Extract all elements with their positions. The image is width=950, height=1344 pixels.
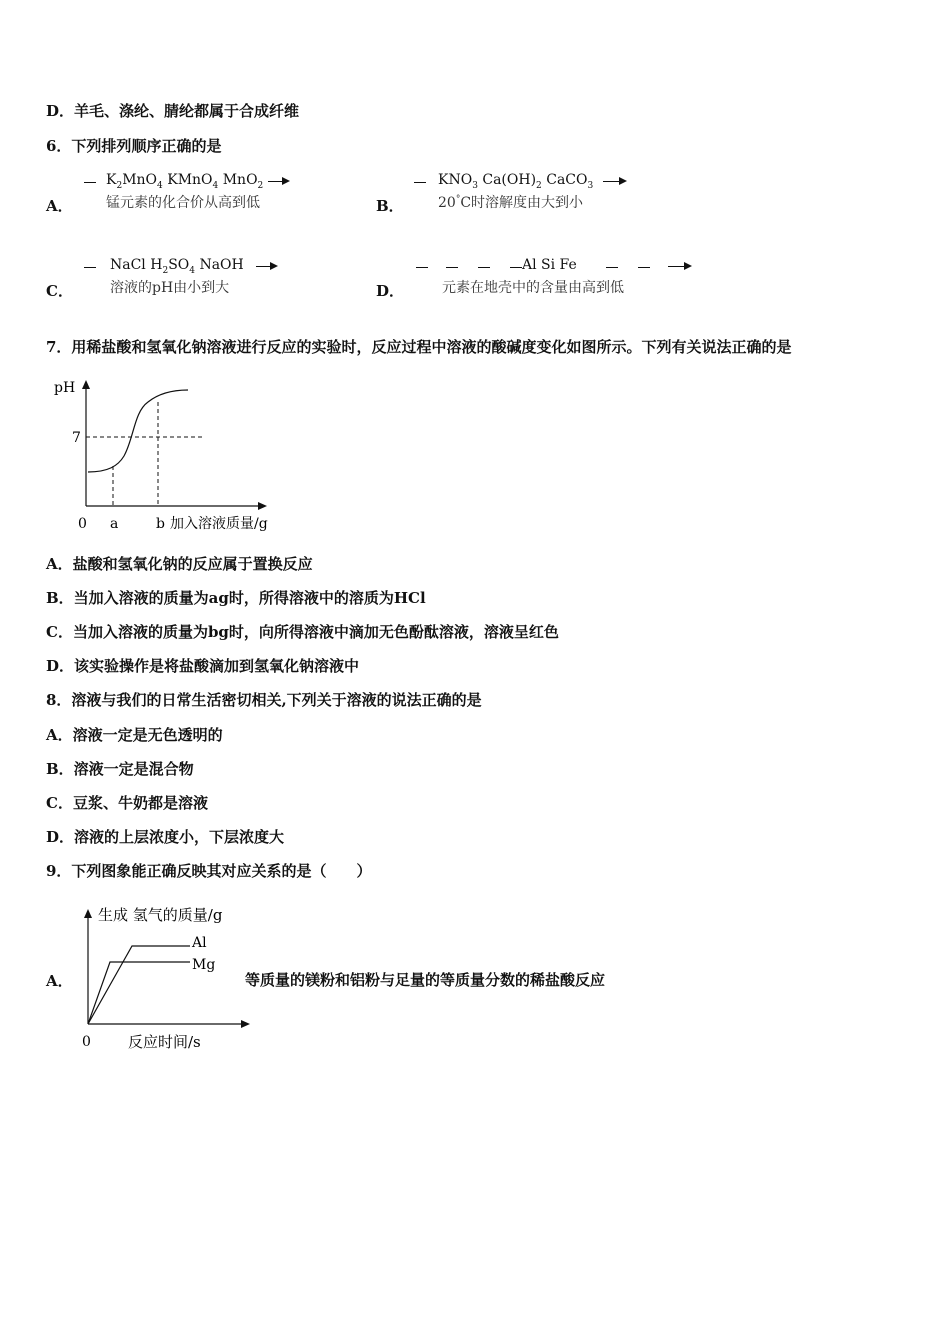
arrow-icon	[268, 181, 288, 182]
q6-option-d-label: D．	[376, 282, 405, 300]
arrow-icon	[603, 181, 625, 182]
y-axis-arrow-icon	[82, 380, 90, 389]
x-origin-label: 0	[82, 1034, 91, 1050]
q7-option-a: A．盐酸和氢氧化钠的反应属于置换反应	[46, 555, 313, 573]
q6-option-b-label: B．	[376, 197, 404, 215]
x-axis-label: 反应时间/s	[128, 1033, 201, 1051]
q9-option-a-label: A．	[46, 972, 73, 990]
q5-option-d: D．羊毛、涤纶、腈纶都属于合成纤维	[46, 102, 300, 120]
series-mg-line	[88, 962, 190, 1024]
x-axis-arrow-icon	[258, 502, 267, 510]
series-al-label: Al	[192, 935, 207, 951]
q6-option-a-formula: $K_2MnO_4$ KMnO$_4$ MnO$_2$	[106, 172, 264, 191]
q6-option-d-elements: Al Si Fe	[522, 257, 577, 273]
q7-option-b: B．当加入溶液的质量为ag时，所得溶液中的溶质为HCl	[46, 589, 426, 607]
q7-option-c: C．当加入溶液的质量为bg时，向所得溶液中滴加无色酚酞溶液，溶液呈红色	[46, 623, 559, 641]
q6-option-c-label: C．	[46, 282, 73, 300]
y-axis-label: 生成 氢气的质量/g	[98, 906, 223, 924]
q9-stem: 9．下列图象能正确反映其对应关系的是（ ）	[46, 862, 372, 880]
q6-option-b-reaction	[418, 172, 638, 212]
q8-option-a: A．溶液一定是无色透明的	[46, 726, 223, 744]
q6-option-c-reaction	[88, 257, 288, 297]
q6-option-a-label: A．	[46, 197, 73, 215]
y-tick-7: 7	[72, 430, 81, 446]
ph-curve	[88, 390, 188, 472]
q6-stem: 6．下列排列顺序正确的是	[46, 137, 222, 155]
q7-option-d: D．该实验操作是将盐酸滴加到氢氧化钠溶液中	[46, 657, 360, 675]
y-axis-arrow-icon	[84, 909, 92, 918]
q6-option-c-condition: 溶液的pH由小到大	[110, 280, 230, 296]
q8-option-d: D．溶液的上层浓度小，下层浓度大	[46, 828, 285, 846]
q7-stem: 7．用稀盐酸和氢氧化钠溶液进行反应的实验时，反应过程中溶液的酸碱度变化如图所示。下列有关说法正确的是	[46, 338, 792, 356]
q6-option-d-reaction	[418, 257, 698, 297]
x-tick-b: b	[156, 516, 165, 532]
q6-option-d-condition: 元素在地壳中的含量由高到低	[442, 280, 624, 296]
x-axis-arrow-icon	[241, 1020, 250, 1028]
q9-option-a-text: 等质量的镁粉和铝粉与足量的等质量分数的稀盐酸反应	[245, 971, 606, 989]
q6-option-b-condition: 20°C时溶解度由大到小	[438, 194, 584, 211]
x-axis-label: 加入溶液质量/g	[170, 516, 268, 532]
series-mg-label: Mg	[192, 957, 216, 973]
q8-option-c: C．豆浆、牛奶都是溶液	[46, 794, 208, 812]
q9-hydrogen-graph	[70, 900, 260, 1060]
x-tick-a: a	[110, 516, 119, 532]
q7-ph-graph	[46, 370, 296, 540]
q6-option-a-condition: 锰元素的化合价从高到低	[106, 195, 260, 211]
x-origin-label: 0	[78, 516, 87, 532]
arrow-icon	[256, 266, 276, 267]
y-axis-label: pH	[54, 380, 76, 396]
q8-option-b: B．溶液一定是混合物	[46, 760, 194, 778]
arrow-icon	[668, 266, 690, 267]
q6-option-b-formula: $KNO_3$ $Ca(OH)_2$ CaCO$_3$	[438, 172, 594, 191]
q8-stem: 8．溶液与我们的日常生活密切相关,下列关于溶液的说法正确的是	[46, 691, 482, 709]
q6-option-a-reaction	[88, 172, 298, 212]
series-al-line	[88, 946, 190, 1024]
q6-option-c-formula: NaCl $H_2SO_4$ NaOH	[110, 257, 244, 276]
